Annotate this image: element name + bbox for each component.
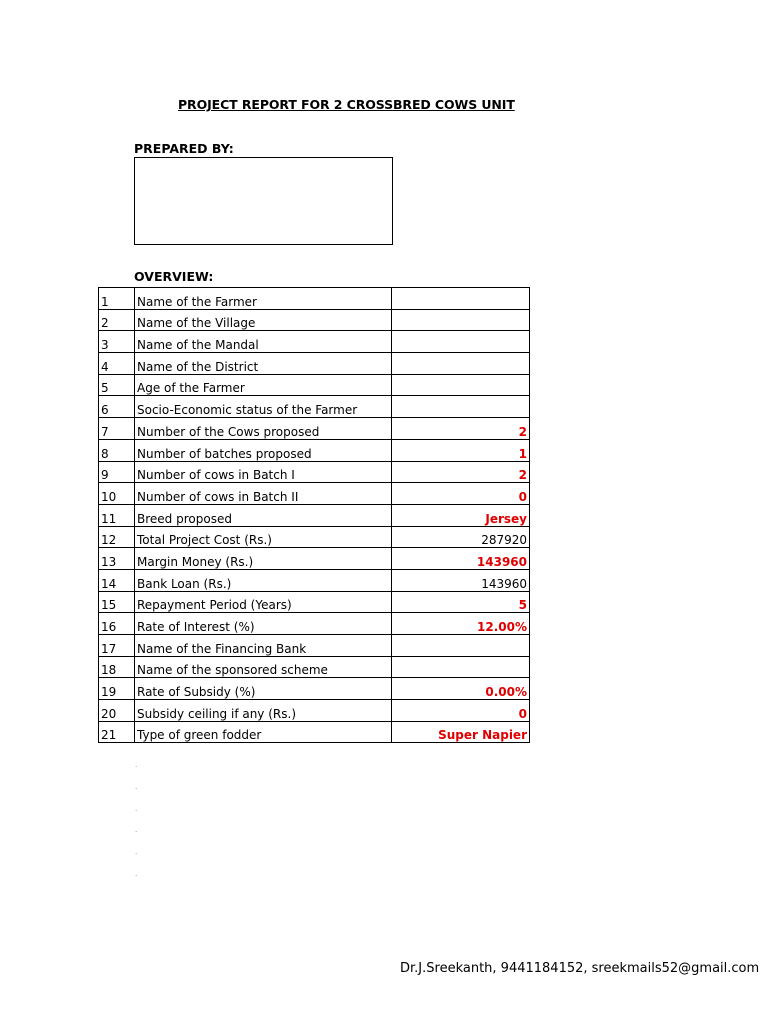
row-number: 13	[99, 548, 135, 570]
placeholder-dots: · · · · · ·	[135, 763, 138, 880]
row-value	[392, 656, 530, 678]
row-number: 16	[99, 613, 135, 635]
row-number: 11	[99, 504, 135, 526]
row-value	[392, 374, 530, 396]
overview-table	[98, 287, 530, 743]
row-number: 14	[99, 569, 135, 591]
table-row	[99, 700, 530, 722]
row-number: 1	[99, 288, 135, 310]
row-value	[392, 396, 530, 418]
table-row	[99, 461, 530, 483]
row-label: Name of the Village	[135, 309, 392, 331]
footer-contact: Dr.J.Sreekanth, 9441184152, sreekmails52@gmail.com	[400, 961, 760, 976]
row-label: Breed proposed	[135, 504, 392, 526]
row-value	[392, 288, 530, 310]
table-row	[99, 483, 530, 505]
overview-label: OVERVIEW:	[134, 269, 214, 284]
row-value: 12.00%	[392, 613, 530, 635]
report-title: PROJECT REPORT FOR 2 CROSSBRED COWS UNIT	[178, 97, 515, 112]
table-row	[99, 591, 530, 613]
row-label: Name of the Mandal	[135, 331, 392, 353]
row-value	[392, 635, 530, 657]
table-row	[99, 353, 530, 375]
table-row	[99, 656, 530, 678]
row-number: 8	[99, 439, 135, 461]
row-label: Total Project Cost (Rs.)	[135, 526, 392, 548]
row-number: 5	[99, 374, 135, 396]
row-value: 143960	[392, 569, 530, 591]
row-number: 6	[99, 396, 135, 418]
row-label: Rate of Interest (%)	[135, 613, 392, 635]
table-row	[99, 439, 530, 461]
prepared-by-box	[134, 157, 393, 245]
table-row	[99, 309, 530, 331]
row-label: Rate of Subsidy (%)	[135, 678, 392, 700]
table-row	[99, 374, 530, 396]
table-row	[99, 396, 530, 418]
row-value: 0	[392, 483, 530, 505]
row-number: 7	[99, 418, 135, 440]
row-number: 3	[99, 331, 135, 353]
row-number: 4	[99, 353, 135, 375]
row-label: Name of the Farmer	[135, 288, 392, 310]
prepared-by-label: PREPARED BY:	[134, 141, 234, 156]
row-value: 5	[392, 591, 530, 613]
table-row	[99, 635, 530, 657]
table-row	[99, 613, 530, 635]
table-row	[99, 548, 530, 570]
table-row	[99, 288, 530, 310]
row-value	[392, 331, 530, 353]
row-value: 143960	[392, 548, 530, 570]
row-label: Repayment Period (Years)	[135, 591, 392, 613]
row-label: Margin Money (Rs.)	[135, 548, 392, 570]
row-value: 0	[392, 700, 530, 722]
row-value	[392, 309, 530, 331]
row-value: Jersey	[392, 504, 530, 526]
table-row	[99, 721, 530, 743]
row-number: 9	[99, 461, 135, 483]
row-label: Subsidy ceiling if any (Rs.)	[135, 700, 392, 722]
row-label: Type of green fodder	[135, 721, 392, 743]
row-number: 20	[99, 700, 135, 722]
row-label: Name of the Financing Bank	[135, 635, 392, 657]
row-label: Number of cows in Batch I	[135, 461, 392, 483]
table-row	[99, 569, 530, 591]
table-row	[99, 331, 530, 353]
row-number: 12	[99, 526, 135, 548]
table-row	[99, 526, 530, 548]
row-label: Bank Loan (Rs.)	[135, 569, 392, 591]
row-label: Number of the Cows proposed	[135, 418, 392, 440]
row-label: Number of batches proposed	[135, 439, 392, 461]
row-number: 10	[99, 483, 135, 505]
row-value: 1	[392, 439, 530, 461]
row-number: 17	[99, 635, 135, 657]
row-value: 0.00%	[392, 678, 530, 700]
row-value: 2	[392, 418, 530, 440]
table-row	[99, 504, 530, 526]
table-row	[99, 418, 530, 440]
row-label: Number of cows in Batch II	[135, 483, 392, 505]
row-number: 18	[99, 656, 135, 678]
row-number: 15	[99, 591, 135, 613]
row-value: 2	[392, 461, 530, 483]
row-label: Name of the District	[135, 353, 392, 375]
row-label: Name of the sponsored scheme	[135, 656, 392, 678]
row-number: 21	[99, 721, 135, 743]
row-label: Age of the Farmer	[135, 374, 392, 396]
row-number: 19	[99, 678, 135, 700]
row-label: Socio-Economic status of the Farmer	[135, 396, 392, 418]
row-value: 287920	[392, 526, 530, 548]
row-value	[392, 353, 530, 375]
row-number: 2	[99, 309, 135, 331]
row-value: Super Napier	[392, 721, 530, 743]
table-row	[99, 678, 530, 700]
